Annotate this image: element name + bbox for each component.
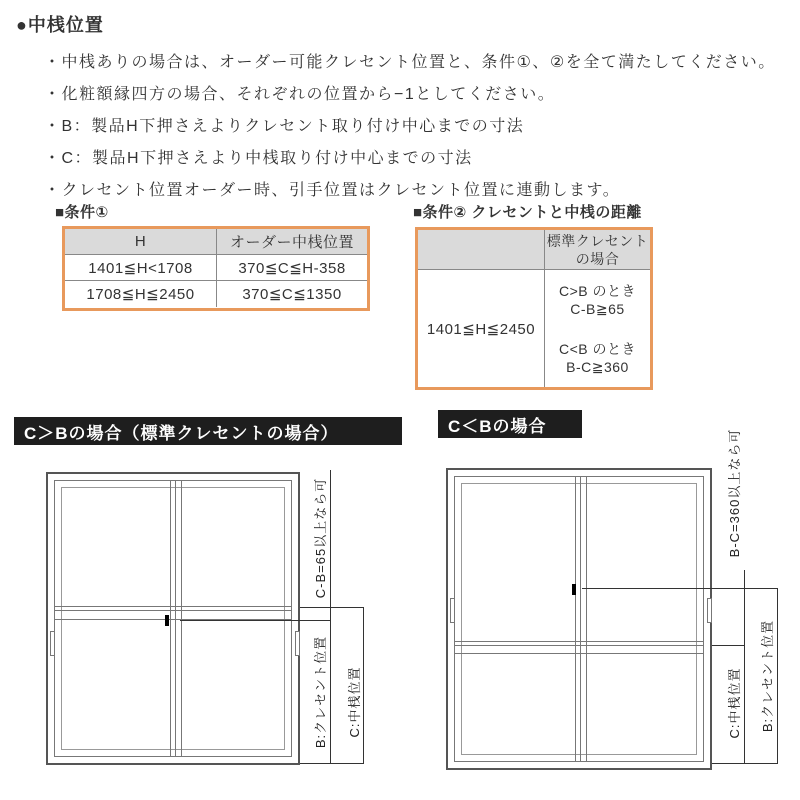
condition-when: C<B のとき (558, 340, 636, 357)
condition2-table (415, 227, 653, 390)
dim-ext-midrail-left (300, 607, 364, 608)
center-mullion-line (580, 477, 581, 761)
condition-rule: B-C≧360 (566, 358, 629, 375)
condition-rule: C-B≧65 (570, 300, 625, 317)
vertical-label-c-position: C:中桟位置 (347, 666, 362, 738)
vertical-label-cb-rule: C-B=65以上なら可 (313, 477, 328, 599)
vertical-label-b-position: B:クレセント位置 (313, 635, 328, 749)
condition-when: C>B のとき (558, 282, 636, 299)
table-header-row (65, 229, 367, 255)
table-cell: 1401≦H≦2450 (418, 270, 545, 387)
table-row (65, 281, 367, 307)
table-header-cell (418, 230, 545, 269)
bullet-line: ・B：製品H下押さえよりクレセント取り付け中心までの寸法 (44, 118, 525, 135)
diagram-left-title: C＞Bの場合（標準クレセントの場合） (24, 423, 339, 443)
dim-line-c-right (744, 570, 745, 763)
mid-rail-line (455, 645, 703, 646)
dim-line-b-left (330, 470, 331, 763)
mid-rail-line (455, 641, 703, 642)
table-header-row (418, 230, 650, 270)
condition1-table (62, 226, 370, 311)
handle-right (295, 631, 300, 656)
table-header-cell: オーダー中桟位置 (229, 234, 354, 251)
diagram-left-title-bar (14, 417, 402, 445)
header-line: 標準クレセント (546, 232, 649, 249)
crescent-mark (165, 615, 169, 626)
dim-line-b-right (777, 588, 778, 763)
table-row (418, 270, 650, 387)
mid-rail-line (55, 606, 291, 607)
mid-rail-line (455, 653, 703, 654)
table-header-cell (545, 230, 650, 269)
dim-ext-crescent-left (180, 620, 331, 621)
table-cell (545, 270, 650, 387)
bullet-line: ・クレセント位置オーダー時、引手位置はクレセント位置に連動します。 (44, 182, 621, 199)
bullet-line: ・C：製品H下押さえより中桟取り付け中心までの寸法 (44, 150, 473, 167)
table-header-cell: H (65, 229, 217, 254)
page-title: ●中桟位置 (16, 15, 104, 35)
bullet-line: ・化粧額縁四方の場合、それぞれの位置から−1としてください。 (44, 86, 556, 103)
table-cell: 370≦C≦1350 (242, 286, 342, 303)
window-sash-frame (461, 483, 697, 755)
condition1-heading: ■条件① (55, 204, 109, 221)
handle-left (450, 598, 455, 623)
mid-rail-line (55, 610, 291, 611)
window-diagram-right (446, 468, 712, 770)
diagram-right-title: C＜Bの場合 (448, 416, 547, 436)
window-diagram-left (46, 472, 300, 765)
center-mullion-line (586, 477, 587, 761)
header-line: の場合 (575, 250, 620, 267)
vertical-label-bc-rule: B-C=360以上なら可 (727, 428, 742, 558)
vertical-label-b-position: B:クレセント位置 (760, 619, 775, 733)
dim-ext-bottom-right (712, 763, 778, 764)
dim-ext-bottom-left (300, 763, 364, 764)
table-cell: 1708≦H≦2450 (65, 281, 217, 307)
table-row (65, 255, 367, 281)
handle-right (707, 598, 712, 623)
diagram-right-title-bar (438, 410, 582, 438)
crescent-mark (572, 584, 576, 595)
condition2-heading: ■条件② クレセントと中桟の距離 (413, 204, 642, 221)
dim-line-c-left (363, 607, 364, 763)
bullet-line: ・中桟ありの場合は、オーダー可能クレセント位置と、条件①、②を全て満たしてください。 (44, 54, 776, 71)
table-cell: 370≦C≦H-358 (238, 259, 346, 277)
dim-ext-crescent-right (582, 588, 778, 589)
handle-left (50, 631, 55, 656)
vertical-label-c-position: C:中桟位置 (727, 667, 742, 739)
table-cell: 1401≦H<1708 (65, 255, 217, 280)
center-mullion-line (575, 477, 576, 761)
